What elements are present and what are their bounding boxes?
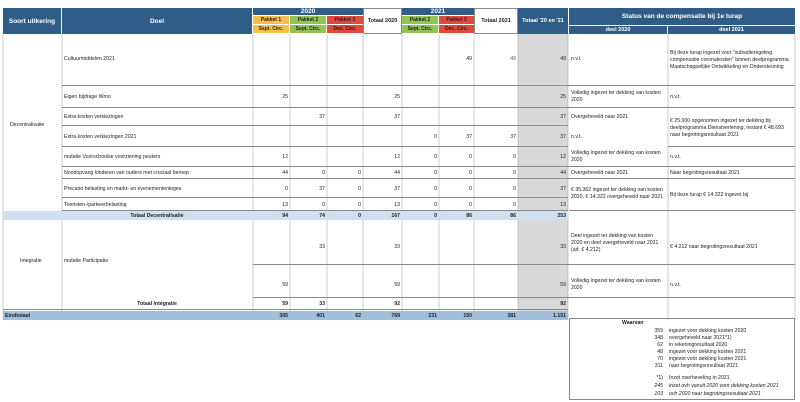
cell-totaal-2020: 44 xyxy=(394,170,400,176)
cell-totaal-2021: 0 xyxy=(513,170,516,176)
pakket2-2021: Pakket 2 xyxy=(402,16,438,24)
cell-totaal: 12 xyxy=(560,154,566,160)
cell-deel2021: Bij deze turap € 14.322 ingezet bij xyxy=(670,192,749,198)
header-totaal-2021: Totaal 2021 xyxy=(474,8,518,34)
cell-deel2021: € 4.212 naar begrotingsresultaat 2021 xyxy=(670,244,758,250)
cell-totaal: 44 xyxy=(560,170,566,176)
cell-totaal-2020: 167 xyxy=(391,212,400,219)
cell-pakket2-2021: 49 xyxy=(466,56,472,62)
header-2020: 2020 xyxy=(253,8,363,15)
cell-totaal-2020: 59 xyxy=(394,282,400,288)
cell-pakket1-2021: 231 xyxy=(428,312,437,319)
cell-deel2020: Deel ingezet ter dekking van kosten 2020 en deel overgeheveld naar 2021 (ad. € 4.212) xyxy=(571,232,659,253)
cell-totaal-2020: 92 xyxy=(394,301,400,307)
cell-pakket1-2021: 0 xyxy=(434,154,437,160)
cell-pakket1: 0 xyxy=(285,186,288,192)
cell-totaal: 25 xyxy=(560,94,566,100)
cell-deel2021: n.v.t. xyxy=(670,282,681,288)
cell-deel2020: n.v.t. xyxy=(571,56,582,62)
cell-totaal: 33 xyxy=(560,244,566,250)
header-soort: Soort uitkering xyxy=(3,8,61,34)
cell-totaal: 1.151 xyxy=(553,312,566,319)
cell-deel2020: Volledig ingezet ter dekking van kosten 2020 xyxy=(571,150,661,163)
waarvan-value: 348 xyxy=(654,334,663,341)
cell-totaal: 37 xyxy=(560,134,566,140)
waarvan-value: 48 xyxy=(657,348,663,355)
waarvan-value: 62 xyxy=(657,341,663,348)
cell-pakket2: 0 xyxy=(322,202,325,208)
cell-totaal-2021: 49 xyxy=(510,56,516,62)
cell-totaal-2020: 13 xyxy=(394,202,400,208)
cell-pakket1: 305 xyxy=(279,312,288,319)
header-deel-2020: deel 2020 xyxy=(569,26,667,34)
header-2021: 2021 xyxy=(402,8,474,15)
cell-pakket1: 59 xyxy=(282,282,288,288)
cell-totaal: 37 xyxy=(560,114,566,120)
table-row-doel: Cultuurmiddelen 2021 xyxy=(64,56,115,62)
cell-deel2020: n.v.t. xyxy=(571,134,582,140)
cell-pakket1: 59 xyxy=(282,301,288,307)
cell-pakket2-2021: 0 xyxy=(469,154,472,160)
waarvan-text: in rekeningresultaat 2020 xyxy=(669,341,728,348)
cell-pakket2: 0 xyxy=(322,170,325,176)
cell-totaal-2021: 37 xyxy=(510,134,516,140)
waarvan-note-text: inzet ovh vanuit 2020 voor dekking kosten 2021 xyxy=(669,382,779,389)
circ2-2021: Sept. Circ. xyxy=(402,25,438,33)
header-totaal-20-21: Totaal '20 en '21 xyxy=(518,8,568,34)
cell-pakket2: 37 xyxy=(319,114,325,120)
row-border xyxy=(668,108,795,147)
cell-totaal-2020: 769 xyxy=(391,312,400,319)
table-row-doel: Extra kosten verkiezingen xyxy=(64,114,124,120)
cell-totaal-2021: 0 xyxy=(513,186,516,192)
cell-pakket2-2021: 86 xyxy=(466,212,472,219)
table-row-doel: mutatie Voorschoolse voorziening peuters xyxy=(64,154,161,160)
cell-deel2020: Volledig ingezet ter dekking van kosten 2020 xyxy=(571,90,661,103)
cell-pakket3: 62 xyxy=(355,312,361,319)
circ1-2020: Sept. Circ. xyxy=(253,25,289,33)
waarvan-note-label: *1) xyxy=(656,374,663,381)
circ2-2020: Sept. Circ. xyxy=(290,25,326,33)
cell-totaal-2020: 37 xyxy=(394,186,400,192)
cell-pakket2: 37 xyxy=(319,186,325,192)
waarvan-value: 311 xyxy=(654,362,663,369)
cell-pakket1: 94 xyxy=(282,212,288,219)
cell-deel2020: Overgeheveld naar 2021 xyxy=(571,170,629,176)
cell-pakket2: 74 xyxy=(319,212,325,219)
header-deel-2021: deel 2021 xyxy=(668,26,795,34)
eindtotaal-label: Eindtotaal xyxy=(5,312,31,319)
pakket3-2020: Pakket 3 xyxy=(327,16,363,24)
cell-pakket2-2021: 0 xyxy=(469,202,472,208)
table-row-doel: Toeristen-/parkeerbelasting xyxy=(64,202,127,208)
group-decentralisatie: Decentralisatie xyxy=(10,122,45,128)
cell-totaal: 37 xyxy=(560,186,566,192)
cell-totaal-2021: 0 xyxy=(513,202,516,208)
cell-pakket1-2021: 0 xyxy=(434,134,437,140)
cell-totaal: 13 xyxy=(560,202,566,208)
cell-pakket1-2021: 0 xyxy=(434,186,437,192)
circ3-2021: Dec. Circ. xyxy=(439,25,474,33)
cell-totaal-2020: 33 xyxy=(394,244,400,250)
cell-deel2020: Overgeheveld naar 2021 xyxy=(571,114,629,120)
cell-pakket3: 0 xyxy=(358,212,361,219)
cell-pakket2: 401 xyxy=(316,312,325,319)
cell-totaal-2020: 37 xyxy=(394,114,400,120)
cell-pakket2-2021: 0 xyxy=(469,170,472,176)
header-totaal-2020: Totaal 2020 xyxy=(363,8,402,34)
header-doel: Doel xyxy=(62,8,252,34)
cell-totaal: 92 xyxy=(560,301,566,307)
waarvan-title: Waarvan xyxy=(622,320,644,326)
waarvan-text: ingezet voor dekking kosten 2020 xyxy=(669,327,747,334)
cell-pakket2: 33 xyxy=(319,301,325,307)
cell-pakket2: 33 xyxy=(319,244,325,250)
cell-deel2021: Bij deze turap ingezet voor "subsidieregeling compensatie coronakosten" binnen deelprogramma Maatschappelijke Ontwikkeling en Ondersteuning xyxy=(670,49,789,70)
waarvan-note: Inzet overheveling in 2021 xyxy=(669,374,730,381)
cell-pakket1: 25 xyxy=(282,94,288,100)
waarvan-text: naar begrotingsresultaat 2021 xyxy=(669,362,738,369)
totaal-integratie-label: Totaal Integratie xyxy=(137,301,177,307)
waarvan-note-value: 245 xyxy=(654,382,663,389)
cell-pakket1: 44 xyxy=(282,170,288,176)
pakket2-2020: Pakket 2 xyxy=(290,16,326,24)
waarvan-value: 70 xyxy=(657,355,663,362)
group-integratie: Integratie xyxy=(20,258,42,264)
cell-pakket1-2021: 0 xyxy=(434,170,437,176)
waarvan-text: ingezet voor dekking kosten 2021 xyxy=(669,355,747,362)
table-row-doel: Precario belasting en markt- en evenementenleges xyxy=(64,186,182,192)
header-status: Status van de compensatie bij 1e turap xyxy=(569,8,795,25)
waarvan-text: ingezet voor dekking kosten 2021 xyxy=(669,348,747,355)
cell-deel2021: € 25.000 opgenomen ingezet ter dekking bij deelprogramma Dienstverlening, restant € 48.693 naar begrotingsresultaat 2021 xyxy=(670,117,784,138)
cell-deel2021: Naar begrotingsresultaat 2021 xyxy=(670,170,740,176)
cell-deel2020: € 35.362 ingezet ter dekking van kosten 2020, € 14.322 overgeheveld naar 2021 xyxy=(571,187,664,200)
table-row-doel: Extra kosten verkiezingen 2021 xyxy=(64,134,137,140)
cell-totaal: 59 xyxy=(560,282,566,288)
totaal-decentralisatie-label: Totaal Decentralisatie xyxy=(130,212,184,219)
cell-pakket3: 0 xyxy=(358,170,361,176)
pakket1-2020: Pakket 1 xyxy=(253,16,289,24)
waarvan-text: overgeheveld naar 2021*1) xyxy=(669,334,732,341)
cell-pakket3: 0 xyxy=(358,186,361,192)
table-row-doel: mutatie Participatie xyxy=(64,258,109,264)
cell-deel2021: n.v.t. xyxy=(670,154,681,160)
cell-totaal-2020: 12 xyxy=(394,154,400,160)
cell-deel2021: n.v.t. xyxy=(670,94,681,100)
cell-totaal-2020: 25 xyxy=(394,94,400,100)
table-row-doel: Eigen bijdrage Wmo xyxy=(64,94,111,100)
cell-pakket1-2021: 0 xyxy=(434,212,437,219)
cell-totaal-2021: 381 xyxy=(507,312,516,319)
cell-pakket2-2021: 150 xyxy=(463,312,472,319)
pakket3-2021: Pakket 3 xyxy=(439,16,474,24)
row-border xyxy=(569,179,795,211)
cell-pakket2-2021: 0 xyxy=(469,186,472,192)
cell-totaal: 49 xyxy=(560,56,566,62)
table-row-doel: Noodopvang kinderen van ouders met cruciaal beroep xyxy=(64,170,189,176)
cell-pakket1: 12 xyxy=(282,154,288,160)
cell-pakket3: 0 xyxy=(358,202,361,208)
cell-pakket1-2021: 0 xyxy=(434,202,437,208)
cell-totaal-2021: 86 xyxy=(510,212,516,219)
cell-totaal-2021: 0 xyxy=(513,154,516,160)
waarvan-note-text: ovh 2020 naar begrotingsresultaat 2021 xyxy=(669,390,761,397)
cell-deel2020: Volledig ingezet ter dekking van kosten 2020 xyxy=(571,278,661,291)
circ3-2020: Dec. Circ. xyxy=(327,25,363,33)
cell-totaal: 253 xyxy=(557,212,566,219)
waarvan-note-value: 103 xyxy=(654,390,663,397)
waarvan-value: 359 xyxy=(654,327,663,334)
cell-pakket2-2021: 37 xyxy=(466,134,472,140)
cell-pakket1: 13 xyxy=(282,202,288,208)
